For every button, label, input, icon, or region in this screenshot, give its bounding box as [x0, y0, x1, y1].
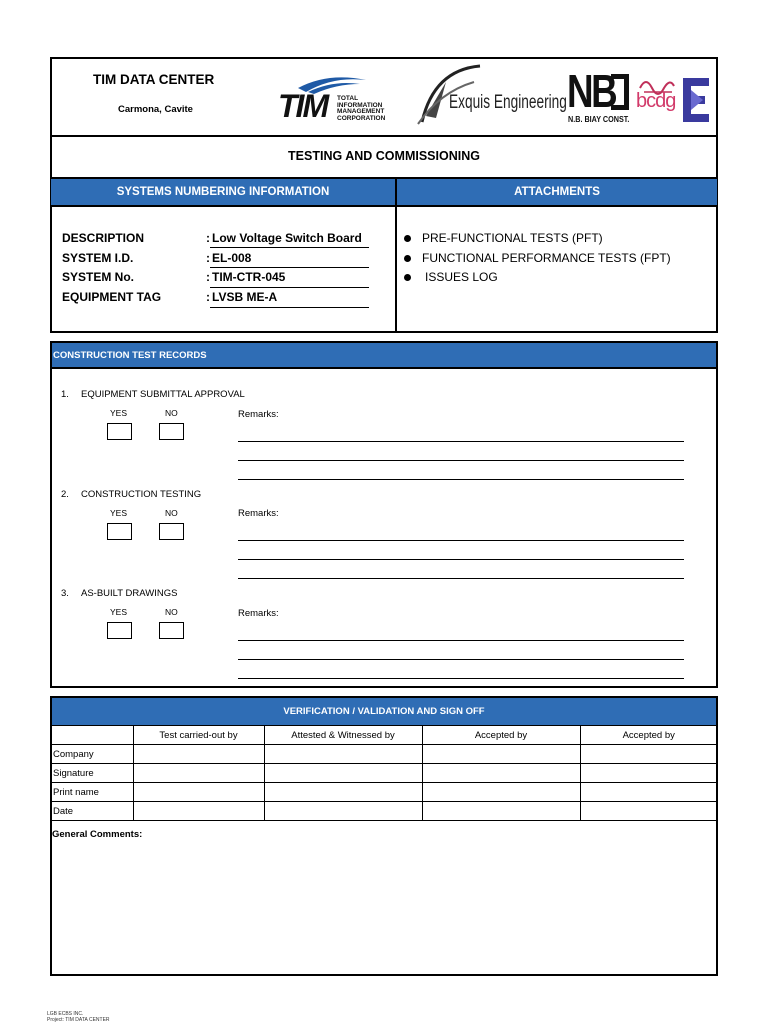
nb-subtext: N.B. BIAY CONST. [568, 114, 630, 124]
header-divider [51, 135, 717, 137]
verification-heading-bar [52, 698, 716, 725]
construction-heading-bar [52, 343, 716, 367]
remarks-line[interactable] [238, 659, 684, 660]
no-checkbox[interactable] [159, 622, 184, 639]
attachments-heading-bar [397, 179, 717, 205]
item-number: 3. [61, 588, 69, 599]
column-header: Attested & Witnessed by [264, 726, 422, 745]
bullet-icon [404, 274, 411, 281]
info-underline [210, 287, 369, 288]
general-comments-label: General Comments: [52, 829, 143, 840]
remarks-line[interactable] [238, 441, 684, 442]
remarks-label: Remarks: [238, 409, 279, 420]
item-number: 1. [61, 389, 69, 400]
table-cell[interactable] [133, 745, 264, 764]
e-logo-icon [681, 76, 711, 124]
attachments-heading: ATTACHMENTS [514, 186, 600, 198]
info-underline [210, 267, 369, 268]
tim-subtext: TOTAL INFORMATION MANAGEMENT CORPORATION [337, 95, 386, 122]
no-label: NO [165, 508, 178, 518]
info-label: SYSTEM No. [62, 270, 135, 284]
table-corner-cell [51, 726, 133, 745]
nb-biay-logo [567, 65, 635, 128]
info-separator: : [206, 290, 210, 304]
exquis-logo [414, 62, 567, 128]
table-header-row [51, 726, 717, 745]
table-cell[interactable] [580, 802, 717, 821]
attachment-item: PRE-FUNCTIONAL TESTS (PFT) [422, 231, 603, 245]
item-label: AS-BUILT DRAWINGS [81, 588, 178, 599]
row-label: Signature [51, 764, 133, 783]
remarks-line[interactable] [238, 559, 684, 560]
general-comments-area[interactable] [52, 842, 716, 974]
bcdg-logo [636, 72, 678, 128]
table-cell[interactable] [133, 802, 264, 821]
info-label: EQUIPMENT TAG [62, 290, 162, 304]
yes-label: YES [110, 607, 128, 617]
column-header: Accepted by [580, 726, 717, 745]
table-row [51, 764, 717, 783]
org-location: Carmona, Cavite [118, 104, 193, 115]
column-header: Test carried-out by [133, 726, 264, 745]
info-separator: : [206, 270, 210, 284]
column-divider [395, 179, 397, 332]
table-cell[interactable] [264, 745, 422, 764]
section-heading-bottom [51, 205, 717, 207]
remarks-line[interactable] [238, 578, 684, 579]
table-cell[interactable] [422, 783, 580, 802]
remarks-line[interactable] [238, 460, 684, 461]
footer-project: Project: TIM DATA CENTER [47, 1017, 110, 1023]
systems-info-heading: SYSTEMS NUMBERING INFORMATION [116, 186, 330, 198]
yes-checkbox[interactable] [107, 523, 132, 540]
verification-heading: VERIFICATION / VALIDATION AND SIGN OFF [283, 706, 485, 717]
row-label: Company [51, 745, 133, 764]
info-value: TIM-CTR-045 [212, 270, 286, 284]
table-row [51, 802, 717, 821]
bullet-icon [404, 235, 411, 242]
no-checkbox[interactable] [159, 423, 184, 440]
attachment-item: FUNCTIONAL PERFORMANCE TESTS (FPT) [422, 251, 671, 265]
no-label: NO [165, 408, 178, 418]
table-cell[interactable] [133, 764, 264, 783]
table-cell[interactable] [264, 802, 422, 821]
info-label: DESCRIPTION [62, 231, 145, 245]
bcdg-text: bcdg [636, 90, 676, 112]
form-title: TESTING AND COMMISSIONING [288, 149, 480, 163]
row-label: Date [51, 802, 133, 821]
remarks-label: Remarks: [238, 608, 279, 619]
no-label: NO [165, 607, 178, 617]
info-label: SYSTEM I.D. [62, 251, 134, 265]
tim-letters: TIM [278, 88, 328, 124]
row-label: Print name [51, 783, 133, 802]
table-row [51, 745, 717, 764]
yes-label: YES [110, 508, 128, 518]
remarks-label: Remarks: [238, 508, 279, 519]
info-separator: : [206, 231, 210, 245]
bullet-icon [404, 255, 411, 262]
table-cell[interactable] [580, 764, 717, 783]
remarks-line[interactable] [238, 479, 684, 480]
table-cell[interactable] [133, 783, 264, 802]
info-underline [210, 307, 369, 308]
table-cell[interactable] [422, 745, 580, 764]
yes-checkbox[interactable] [107, 622, 132, 639]
table-cell[interactable] [580, 745, 717, 764]
systems-info-heading-bar [51, 179, 395, 205]
remarks-line[interactable] [238, 540, 684, 541]
table-cell[interactable] [264, 764, 422, 783]
remarks-line[interactable] [238, 640, 684, 641]
nb-bracket-icon [611, 74, 629, 110]
item-label: CONSTRUCTION TESTING [81, 489, 202, 500]
item-number: 2. [61, 489, 69, 500]
table-cell[interactable] [422, 802, 580, 821]
table-cell[interactable] [264, 783, 422, 802]
construction-heading-bottom [51, 367, 717, 369]
table-cell[interactable] [422, 764, 580, 783]
exquis-text: Exquis Engineering [449, 92, 567, 113]
yes-checkbox[interactable] [107, 423, 132, 440]
nb-letters: NB [567, 65, 616, 117]
info-value: LVSB ME-A [212, 290, 278, 304]
info-value: Low Voltage Switch Board [212, 231, 362, 245]
yes-label: YES [110, 408, 128, 418]
attachment-item: ISSUES LOG [425, 270, 498, 284]
table-row [51, 783, 717, 802]
info-underline [210, 247, 369, 248]
construction-heading: CONSTRUCTION TEST RECORDS [53, 349, 207, 361]
info-value: EL-008 [212, 251, 252, 265]
column-header: Accepted by [422, 726, 580, 745]
tim-logo [278, 74, 398, 124]
signoff-table [51, 725, 717, 821]
remarks-line[interactable] [238, 678, 684, 679]
info-separator: : [206, 251, 210, 265]
footer-company: LGB ECBS INC. [47, 1011, 84, 1017]
item-label: EQUIPMENT SUBMITTAL APPROVAL [81, 389, 245, 400]
no-checkbox[interactable] [159, 523, 184, 540]
org-name: TIM DATA CENTER [93, 72, 215, 87]
table-cell[interactable] [580, 783, 717, 802]
